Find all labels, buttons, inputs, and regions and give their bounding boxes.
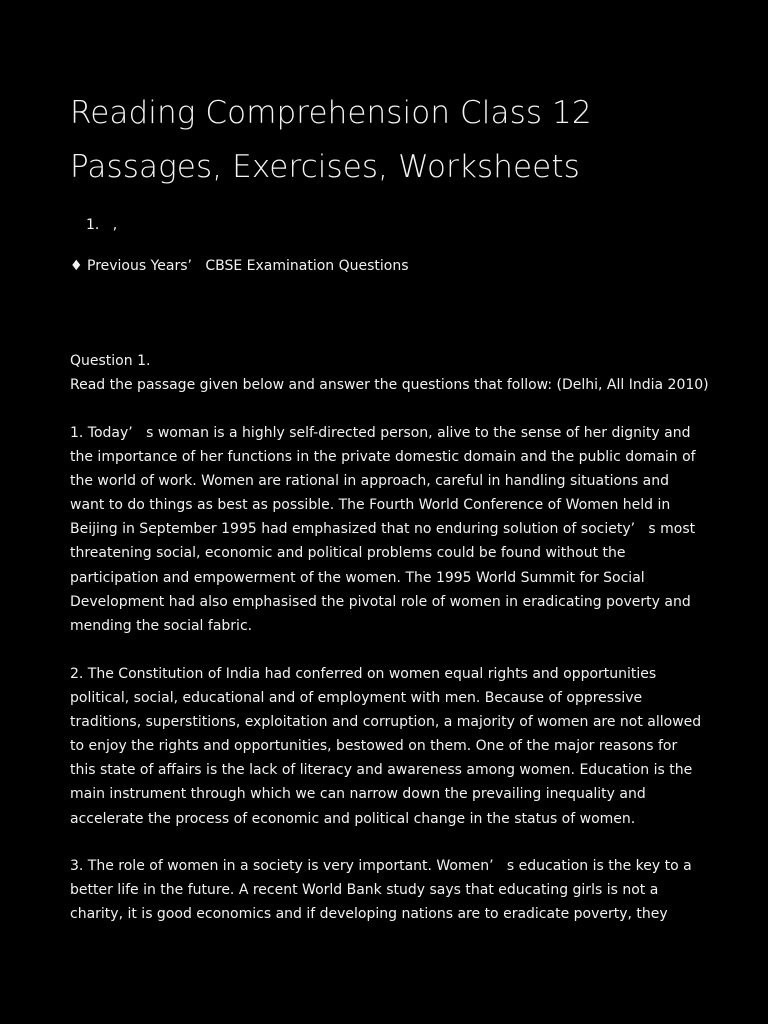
passage-paragraph-2: [70, 662, 710, 831]
paragraph-line: want to do things as best as possible. The Fourth World Conference of Women held in: [70, 497, 671, 514]
paragraph-line: the world of work. Women are rational in approach, careful in handling situations and: [70, 473, 670, 490]
paragraph-line: the importance of her functions in the private domestic domain and the public domain of: [70, 449, 696, 466]
paragraph-line: mending the social fabric.: [70, 617, 253, 634]
paragraph-line: 3. The role of women in a society is very important. Women’ s education is the key to a: [70, 858, 692, 874]
paragraph-line: this state of affairs is the lack of literacy and awareness among women. Education is the: [70, 762, 693, 779]
title-line-2: Passages, Exercises, Worksheets: [70, 149, 580, 185]
paragraph-line: to enjoy the rights and opportunities, bestowed on them. One of the major reasons for: [70, 738, 678, 755]
question-block: [70, 349, 710, 397]
paragraph-line: participation and empowerment of the women. The 1995 World Summit for Social: [70, 569, 645, 586]
paragraph-line: charity, it is good economics and if developing nations are to eradicate poverty, they: [70, 906, 668, 923]
question-heading: Question 1.: [70, 353, 151, 369]
paragraph-line: 2. The Constitution of India had conferred on women equal rights and opportunities: [70, 666, 657, 682]
title-line-1: Reading Comprehension Class 12: [70, 95, 592, 131]
page-title: [70, 86, 710, 194]
paragraph-line: accelerate the process of economic and political change in the status of women.: [70, 810, 636, 827]
paragraph-line: better life in the future. A recent World Bank study says that educating girls is not a: [70, 882, 659, 899]
list-item: 1. ,: [86, 217, 118, 233]
passage-paragraph-3: [70, 854, 710, 926]
section-label: ♦ Previous Years’ CBSE Examination Questions: [70, 258, 409, 274]
paragraph-line: main instrument through which we can narrow down the prevailing inequality and: [70, 786, 646, 803]
passage-paragraph-1: [70, 421, 710, 638]
paragraph-line: Development had also emphasised the pivotal role of women in eradicating poverty and: [70, 593, 691, 610]
paragraph-line: political, social, educational and of employment with men. Because of oppressive: [70, 690, 643, 707]
paragraph-line: Beijing in September 1995 had emphasized that no enduring solution of society’ s most: [70, 521, 696, 538]
paragraph-line: threatening social, economic and political problems could be found without the: [70, 545, 626, 562]
paragraph-line: 1. Today’ s woman is a highly self-directed person, alive to the sense of her dignity and: [70, 425, 691, 441]
paragraph-line: traditions, superstitions, exploitation and corruption, a majority of women are not allowed: [70, 714, 702, 731]
question-instruction: Read the passage given below and answer the questions that follow: (Delhi, All India 2010): [70, 377, 709, 394]
